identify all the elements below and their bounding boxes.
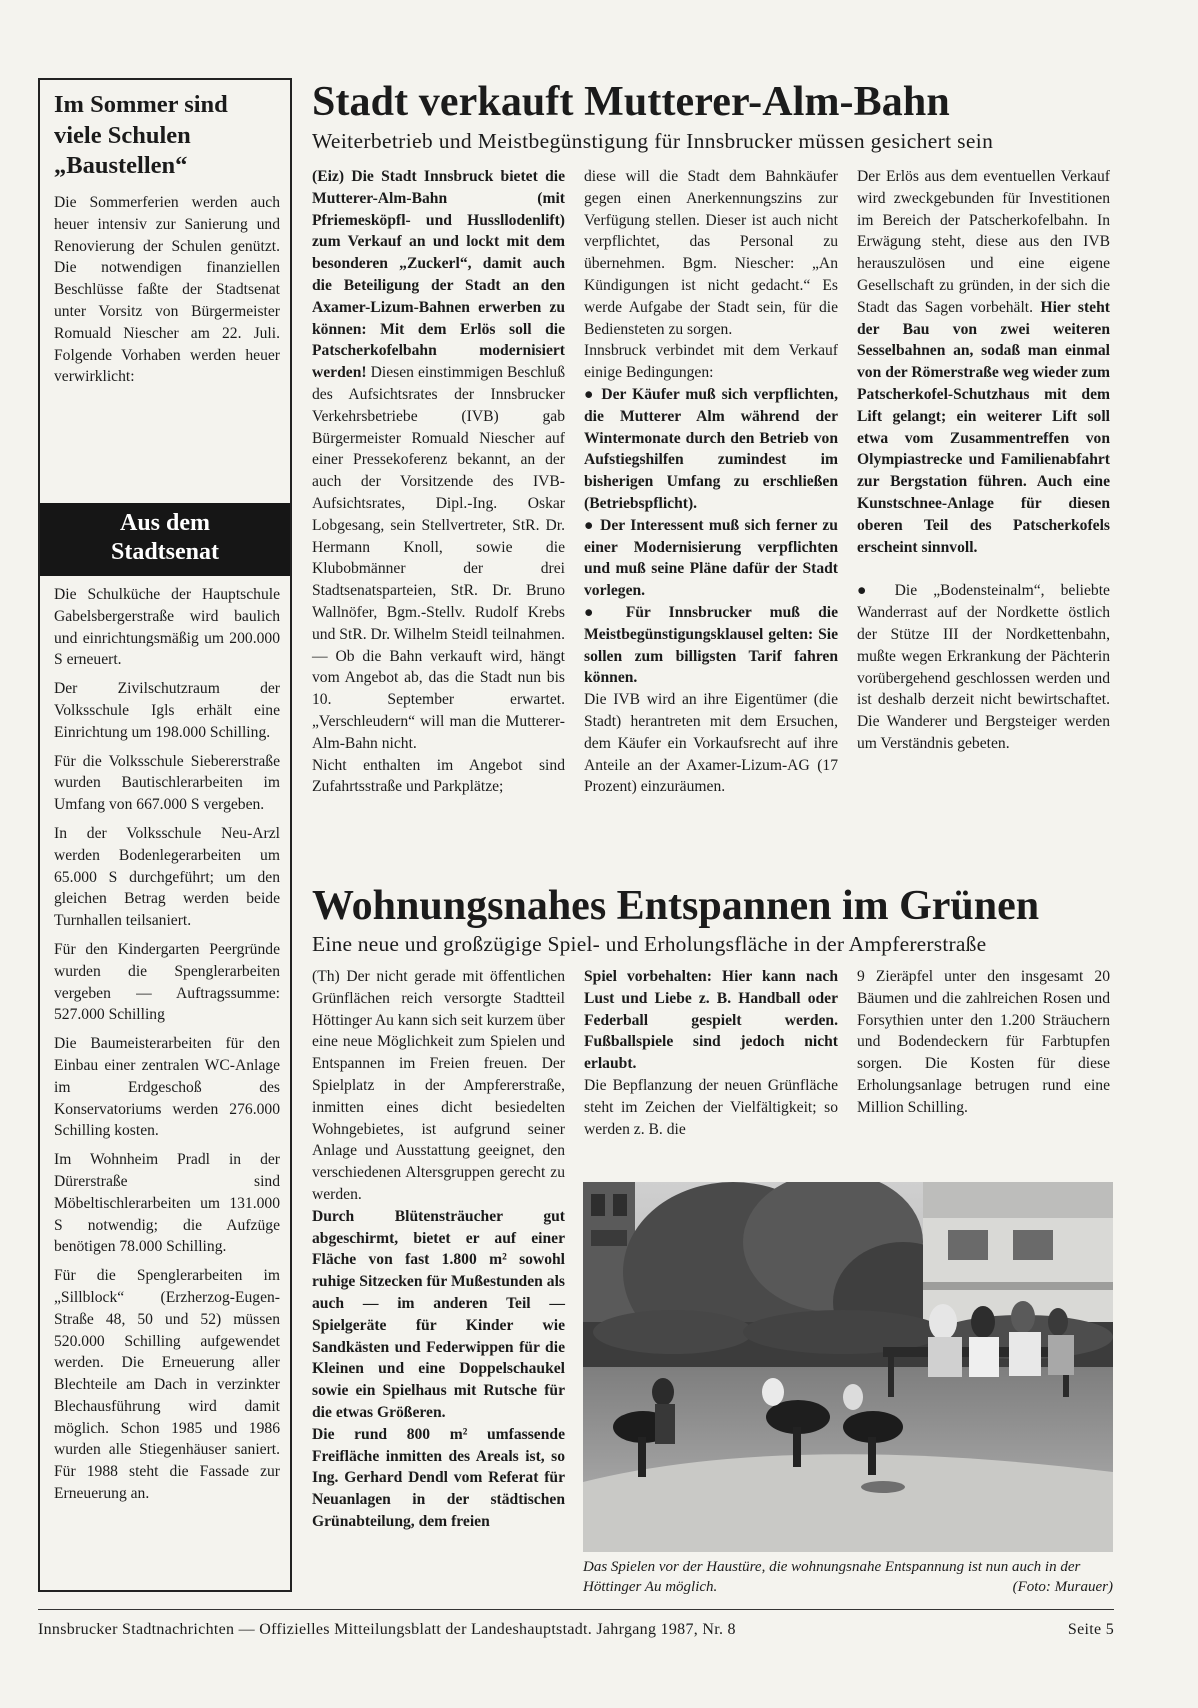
article1-column-2 [584, 166, 838, 798]
page-number: Seite 5 [1067, 1621, 1114, 1638]
condition-item: Der Käufer muß sich verpflichten, die Mutterer Alm während der Wintermonate durch den Betrieb von Aufstiegshilfen zumindest im bisherigen Umfang zu erschließen (Betriebspflicht). [584, 385, 838, 512]
article2-paragraph: (Th) Der nicht gerade mit öffentlichen Grünflächen reich versorgte Stadtteil Höttinger Au kann sich seit kurzem über eine neue Möglichkeit zum Spielen und Entspannen im Freien freuen. Der Spielplatz in der Ampfererstraße, inmitten eines dicht besiedelten Wohngebietes, ist aufgrund seiner Anlage und Ausstattung geeignet, den verschiedenen Altersgruppen gerecht zu werden. [312, 968, 565, 1203]
article2-paragraph: 9 Zieräpfel unter den insgesamt 20 Bäumen und die zahlreichen Rosen und Forsythien unter den 1.200 Sträuchern und Bodendeckern für Farbtupfen sorgen. Die Kosten für diese Erholungsanlage betrugen rund eine Million Schilling. [857, 968, 1110, 1116]
bullet-icon: ● [584, 603, 626, 621]
footer [38, 1620, 1114, 1640]
footer-publication: Innsbrucker Stadtnachrichten — Offizielles Mitteilungsblatt der Landeshauptstadt. Jahrgang 1987, Nr. 8 [38, 1621, 736, 1638]
sidebar-headline: Im Sommer sind viele Schulen „Baustellen“ [54, 91, 228, 179]
bodensteinalm-note: Die „Bodensteinalm“, beliebte Wanderrast auf der Nordkette östlich der Stütze III der Nordkettenbahn, mußte wegen Erkrankung der Pächterin vorübergehend geschlossen werden und ist deshalb derzeit nicht bewirtschaftet. Die Wanderer und Bergsteiger werden um Verständnis gebeten. [857, 582, 1110, 752]
sidebar-items [54, 584, 280, 1512]
article2-column-2 [584, 966, 838, 1140]
bullet-icon: ● [584, 516, 601, 534]
photo-credit: (Foto: Murauer) [1012, 1579, 1113, 1595]
sidebar-item: Für die Volksschule Siebererstraße wurden Bautischlerarbeiten im Umfang von 667.000 S vergeben. [54, 752, 280, 814]
playground-photo [583, 1182, 1113, 1552]
sidebar-item: Die Schulküche der Hauptschule Gabelsbergerstraße wird baulich und einrichtungsmäßig um 200.000 S erneuert. [54, 586, 280, 669]
caption-text: Das Spielen vor der Haustüre, die wohnungsnahe Entspannung ist nun auch in der Höttinger Au möglich. [583, 1559, 1081, 1595]
article1-paragraph: Nicht enthalten im Angebot sind Zufahrtsstraße und Parkplätze; [312, 756, 565, 796]
sidebar-box [38, 78, 292, 1592]
sidebar-intro: Die Sommerferien werden auch heuer intensiv zur Sanierung und Renovierung der Schulen genützt. Die notwendigen finanziellen Beschlüsse faßte der Stadtsenat unter Vorsitz von Bürgermeister Romuald Niescher am 22. Juli. Folgende Vorhaben werden heuer verwirklicht: [54, 194, 280, 386]
sidebar-item: Der Zivilschutzraum der Volksschule Igls erhält eine Einrichtung um 198.000 Schilling. [54, 680, 280, 741]
article1-body: Der Erlös aus dem eventuellen Verkauf wird zweckgebunden für Investitionen im Bereich der Patscherkofelbahn. In Erwägung steht, diese aus den IVB herauszulösen und eine eigene Gesellschaft zu gründen, in der sich die Stadt das Sagen vorbehält. [857, 168, 1110, 316]
sidebar-item: Für die Spenglerarbeiten im „Sillblock“ (Erzherzog-Eugen-Straße 48, 50 und 52) müssen 520.000 Schilling aufgewendet werden. Die Erneuerung aller Blechteile am Dach in verzinkter Blechausführung wird damit möglich. Schon 1985 und 1986 wurden alle Stiegenhäuser saniert. Für 1988 steht die Fassade zur Erneuerung an. [54, 1267, 280, 1503]
article2-column-3 [857, 966, 1110, 1119]
article2-paragraph-bold: Spiel vorbehalten: Hier kann nach Lust und Liebe z. B. Handball oder Federball gespielt werden. Fußballspiele sind jedoch nicht erlaubt. [584, 968, 838, 1073]
article1-title: Stadt verkauft Mutterer-Alm-Bahn [312, 79, 950, 125]
bullet-icon: ● [584, 385, 602, 403]
article2-paragraph-bold: Durch Blütensträucher gut abgeschirmt, bietet er auf einer Fläche von fast 1.800 m² sowohl ruhige Sitzecken für Mußestunden als auch — im anderen Teil — Spielgeräte für Kinder wie Sandkästen und Federwippen für die Kleinen und eine Doppelschaukel sowie ein Spielhaus mit Rutsche für die etwas Größeren. [312, 1207, 565, 1421]
article1-paragraph: Die IVB wird an ihre Eigentümer (die Stadt) herantreten mit dem Ersuchen, dem Käufer ein Vorkaufsrecht auf ihre Anteile an der Axamer-Lizum-AG (17 Prozent) einzuräumen. [584, 691, 838, 796]
playground-photo-image [583, 1182, 1113, 1552]
article1-highlight: Hier steht der Bau von zwei weiteren Sesselbahnen an, sodaß man einmal von der Römerstraße weg wieder zum Patscherkofel-Schutzhaus mit dem Lift gelangt; ein weiterer Lift soll etwa vom Zusammentreffen von Olympiastrecke und Familienabfahrt zur Bergstation führen. Auch eine Kunstschnee-Anlage für diesen oberen Teil des Patscherkofels erscheint sinnvoll. [857, 298, 1110, 556]
sidebar-item: Für den Kindergarten Peergründe wurden die Spenglerarbeiten vergeben — Auftragssumme: 527.000 Schilling [54, 940, 280, 1024]
article1-lead: (Eiz) Die Stadt Innsbruck bietet die Mutterer-Alm-Bahn (mit Pfriemesköpfl- und Hussllodenlift) zum Verkauf an und lockt mit dem besonderen „Zuckerl“, damit auch die Beteiligung der Stadt an den Axamer-Lizum-Bahnen erwerben zu können: Mit dem Erlös soll die Patscherkofelbahn modernisiert werden! [312, 168, 565, 382]
photo-caption [583, 1557, 1113, 1597]
article1-subtitle: Weiterbetrieb und Meistbegünstigung für Innsbrucker müssen gesichert sein [312, 129, 994, 153]
article1-column-1 [312, 166, 565, 798]
sidebar-item: Im Wohnheim Pradl in der Dürerstraße sind Möbeltischlerarbeiten um 131.000 S notwendig; die Aufzüge benötigen 78.000 Schilling. [54, 1151, 280, 1256]
article2-title: Wohnungsnahes Entspannen im Grünen [312, 883, 1040, 929]
article2-paragraph-bold: Die rund 800 m² umfassende Freifläche inmitten des Areals ist, so Ing. Gerhard Dendl vom Referat für Neuanlagen in der städtischen Grünabteilung, dem freien [312, 1425, 565, 1530]
article1-body: Diesen einstimmigen Beschluß des Aufsichtsrates der Innsbrucker Verkehrsbetriebe (IVB) gab Bürgermeister Romuald Niescher auf einer Pressekoferenz bekannt, an der auch der Vorsitzende des IVB-Aufsichtsrates, Dipl.-Ing. Oskar Lobgesang, sein Stellvertreter, StR. Dr. Hermann Knoll, sowie die Klubobmänner der drei Stadtsenatsparteien, StR. Dr. Bruno Wallnöfer, Bgm.-Stellv. Rudolf Krebs und StR. Dr. Wilhelm Steidl teilnahmen. — Ob die Bahn verkauft wird, hängt vom Angebot ab, das die Stadt nun bis 10. September erwartet. „Verschleudern“ will man die Mutterer-Alm-Bahn nicht. [312, 364, 565, 752]
footer-divider [38, 1609, 1114, 1610]
stadtsenat-label: Aus dem Stadtsenat [40, 503, 290, 576]
bullet-icon: ● [857, 582, 895, 600]
article2-column-1 [312, 966, 565, 1533]
article1-column-3 [857, 166, 1110, 755]
condition-item: Der Interessent muß sich ferner zu einer Modernisierung verpflichten und muß seine Pläne dafür der Stadt vorlegen. [584, 516, 838, 600]
article2-paragraph: Die Bepflanzung der neuen Grünfläche steht im Zeichen der Vielfältigkeit; so werden z. B. die [584, 1076, 838, 1138]
article1-paragraph: Innsbruck verbindet mit dem Verkauf einige Bedingungen: [584, 342, 838, 382]
article2-subtitle: Eine neue und großzügige Spiel- und Erholungsfläche in der Ampfererstraße [312, 932, 987, 956]
sidebar-item: In der Volksschule Neu-Arzl werden Bodenlegerarbeiten um 65.000 S durchgeführt; um den gleichen Betrag werden beide Turnhallen teilsaniert. [54, 824, 280, 930]
article1-paragraph: diese will die Stadt dem Bahnkäufer gegen einen Anerkennungszins zur Verfügung stellen. Dieser ist auch nicht verpflichtet, das Personal zu übernehmen. Bgm. Niescher: „An Kündigungen ist nicht gedacht.“ Es werde Aufgabe der Stadt sein, für die Bediensteten zu sorgen. [584, 168, 838, 338]
condition-item: Für Innsbrucker muß die Meistbegünstigungsklausel gelten: Sie sollen zum billigsten Tarif fahren können. [584, 603, 838, 687]
sidebar-item: Die Baumeisterarbeiten für den Einbau einer zentralen WC-Anlage im Erdgeschoß des Konservatoriums werden 276.000 Schilling kosten. [54, 1035, 280, 1140]
